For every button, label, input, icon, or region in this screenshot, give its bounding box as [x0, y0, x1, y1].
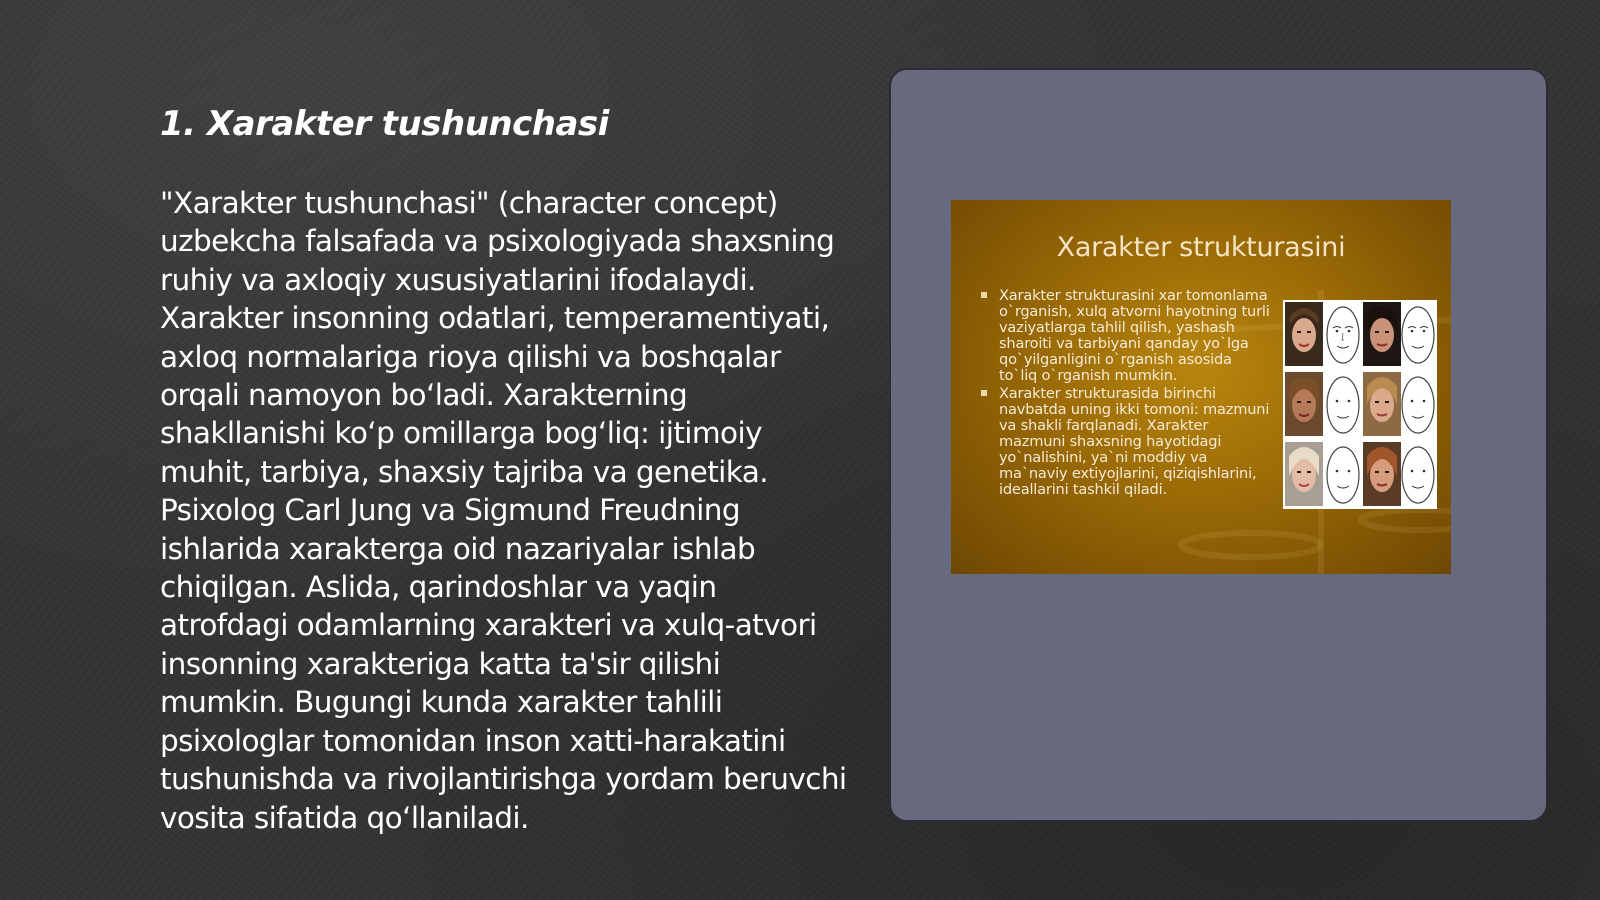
embedded-slide-image: [951, 200, 1451, 574]
embedded-slide-bullet-text: Xarakter strukturasini xar tomonlama o`rganish, xulq atvorni hayotning turli vaziyatlarga tahlil qilish, yashash sharoiti va tarbiyani qanday yo`lga qo`yilganligini o`rganish asosida to`liq o`rganish mumkin.: [999, 287, 1270, 384]
photo-face: [1285, 372, 1323, 436]
drawn-face: [1327, 307, 1359, 363]
square-bullet-icon: [981, 292, 987, 298]
faces-grid-image: [1283, 300, 1437, 509]
photo-face: [1363, 442, 1401, 506]
photo-face: [1363, 372, 1401, 436]
faces-illustration: [1283, 300, 1437, 509]
embedded-slide-bullet-list: [981, 288, 1271, 501]
embedded-slide-bullet-text: Xarakter strukturasida birinchi navbatda uning ikki tomoni: mazmuni va shakli farqlanadi. Xarakter mazmuni shaxsning hayotidagi yo`nalishini, ya`ni moddiy va ma`naviy extiyojlarini, qiziqishlarini, ideallarini tashkil qiladi.: [999, 385, 1270, 498]
slide-heading: 1. Xarakter tushunchasi: [160, 104, 609, 144]
photo-face: [1363, 302, 1401, 366]
image-card: [889, 68, 1548, 822]
drawn-face: [1402, 307, 1434, 363]
slide-body-text: "Xarakter tushunchasi" (character concept) uzbekcha falsafada va psixologiyada shaxsning ruhiy va axloqiy xususiyatlarini ifodalaydi. Xarakter insonning odatlari, temperamentiyati, axloq normalariga rioya qilishi va boshqalar orqali namoyon bo‘ladi. Xarakterning shakllanishi ko‘p omillarga bog‘liq: ijtimoiy muhit, tarbiya, shaxsiy tajriba va genetika. Psixolog Carl Jung va Sigmund Freudning ishlarida xarakterga oid nazariyalar ishlab chiqilgan. Aslida, qarindoshlar va yaqin atrofdagi odamlarning xarakteri va xulq-atvori insonning xarakteriga katta ta'sir qilishi mumkin. Bugungi kunda xarakter tahlili psixologlar tomonidan inson xatti-harakatini tushunishda va rivojlantirishga yordam beruvchi vosita sifatida qo‘llaniladi.: [160, 186, 847, 835]
embedded-slide-bullet: [981, 288, 1271, 383]
embedded-slide-title: Xarakter strukturasini: [1056, 232, 1346, 263]
drawn-face: [1402, 377, 1434, 433]
photo-face: [1285, 302, 1323, 366]
drawn-face: [1327, 377, 1359, 433]
photo-face: [1285, 442, 1323, 506]
square-bullet-icon: [981, 390, 987, 396]
drawn-face: [1327, 447, 1359, 503]
embedded-slide-bullet: [981, 386, 1271, 497]
drawn-face: [1402, 447, 1434, 503]
